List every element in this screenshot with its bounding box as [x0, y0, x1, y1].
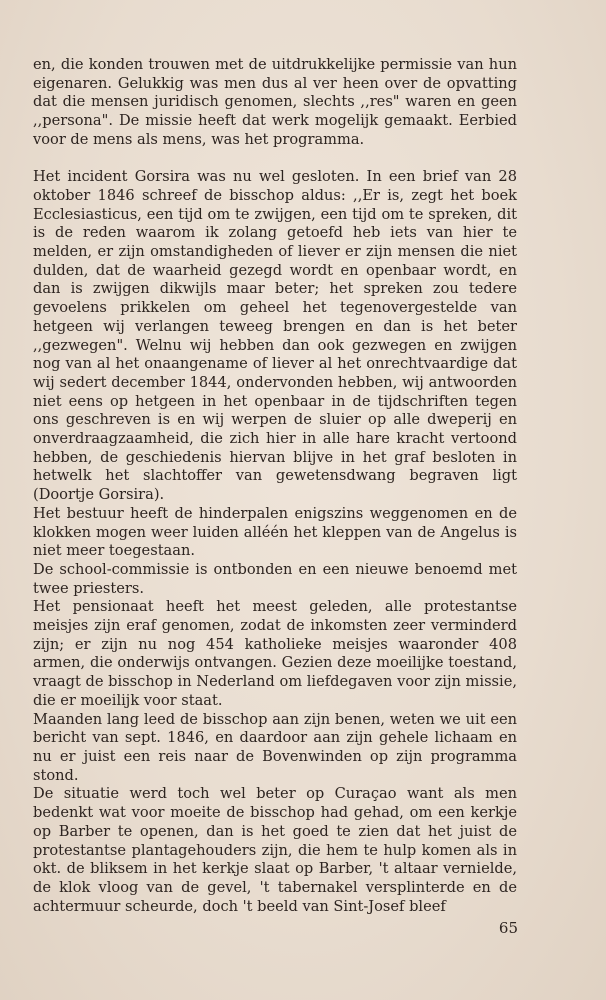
page-number: 65 [498, 919, 518, 937]
paragraph-7: De situatie werd toch wel beter op Curaçao want als men bedenkt wat voor moeite de bisschop had gehad, om een kerkje op Barber te openen, dan is het goed te zien dat het juist de protestantse plantagehouders zijn, die hem te hulp komen als in okt. de bliksem in het kerkje slaat op Barber, 't altaar vernielde, de klok vloog van de gevel, 't tabernakel versplinterde en de achtermuur scheurde, doch 't beeld van Sint-Josef bleef [33, 785, 517, 915]
paragraph-1: en, die konden trouwen met de uitdrukkelijke permissie van hun eigenaren. Gelukkig was men dus al ver heen over de opvatting dat die mensen juridisch genomen, slechts ,,res" waren en geen ,,persona". De missie heeft dat werk mogelijk gemaakt. Eerbied voor de mens als mens, was het programma. [33, 56, 517, 148]
paragraph-2: Het incident Gorsira was nu wel gesloten. In een brief van 28 oktober 1846 schreef de bisschop aldus: ,,Er is, zegt het boek Ecclesiasticus, een tijd om te zwijgen, een tijd om te spreken, dit is de reden waarom ik zolang getoefd heb iets van hier te melden, er zijn omstandigheden of liever er zijn mensen die niet dulden, dat de waarheid gezegd wordt en openbaar wordt, en dan is zwijgen dikwijls maar beter; het spreken zou tedere gevoelens prikkelen om geheel het tegenovergestelde van hetgeen wij verlangen teweeg brengen en dan is het beter ,,gezwegen". Welnu wij hebben dan ook gezwegen en zwijgen nog van al het onaangename of liever al het onrechtvaardige dat wij sedert december 1844, ondervonden hebben, wij antwoorden niet eens op hetgeen in het openbaar in de tijdschriften tegen ons geschreven is en wij werpen de sluier op alle dweperij en onverdraagzaamheid, die zich hier in alle hare kracht vertoond hebben, de geschiedenis hiervan blijve in het graf besloten in hetwelk het slachtoffer van gewetensdwang begraven ligt (Doortje Gorsira). [33, 168, 517, 504]
paragraph-4: De school-commissie is ontbonden en een nieuwe benoemd met twee priesters. [33, 560, 517, 597]
body-text [33, 56, 517, 916]
paragraph-6: Maanden lang leed de bisschop aan zijn benen, weten we uit een bericht van sept. 1846, en daardoor aan zijn gehele lichaam en nu er juist een reis naar de Bovenwinden op zijn programma stond. [33, 710, 517, 784]
paragraph-5: Het pensionaat heeft het meest geleden, alle protestantse meisjes zijn eraf genomen, zodat de inkomsten zeer verminderd zijn; er zijn nu nog 454 katholieke meisjes waaronder 408 armen, die onderwijs ontvangen. Gezien deze moeilijke toestand, vraagt de bisschop in Nederland om liefdegaven voor zijn missie, die er moeilijk voor staat. [33, 598, 517, 709]
paragraph-3: Het bestuur heeft de hinderpalen enigszins weggenomen en de klokken mogen weer luiden alléén het kleppen van de Angelus is niet meer toegestaan. [33, 504, 517, 560]
